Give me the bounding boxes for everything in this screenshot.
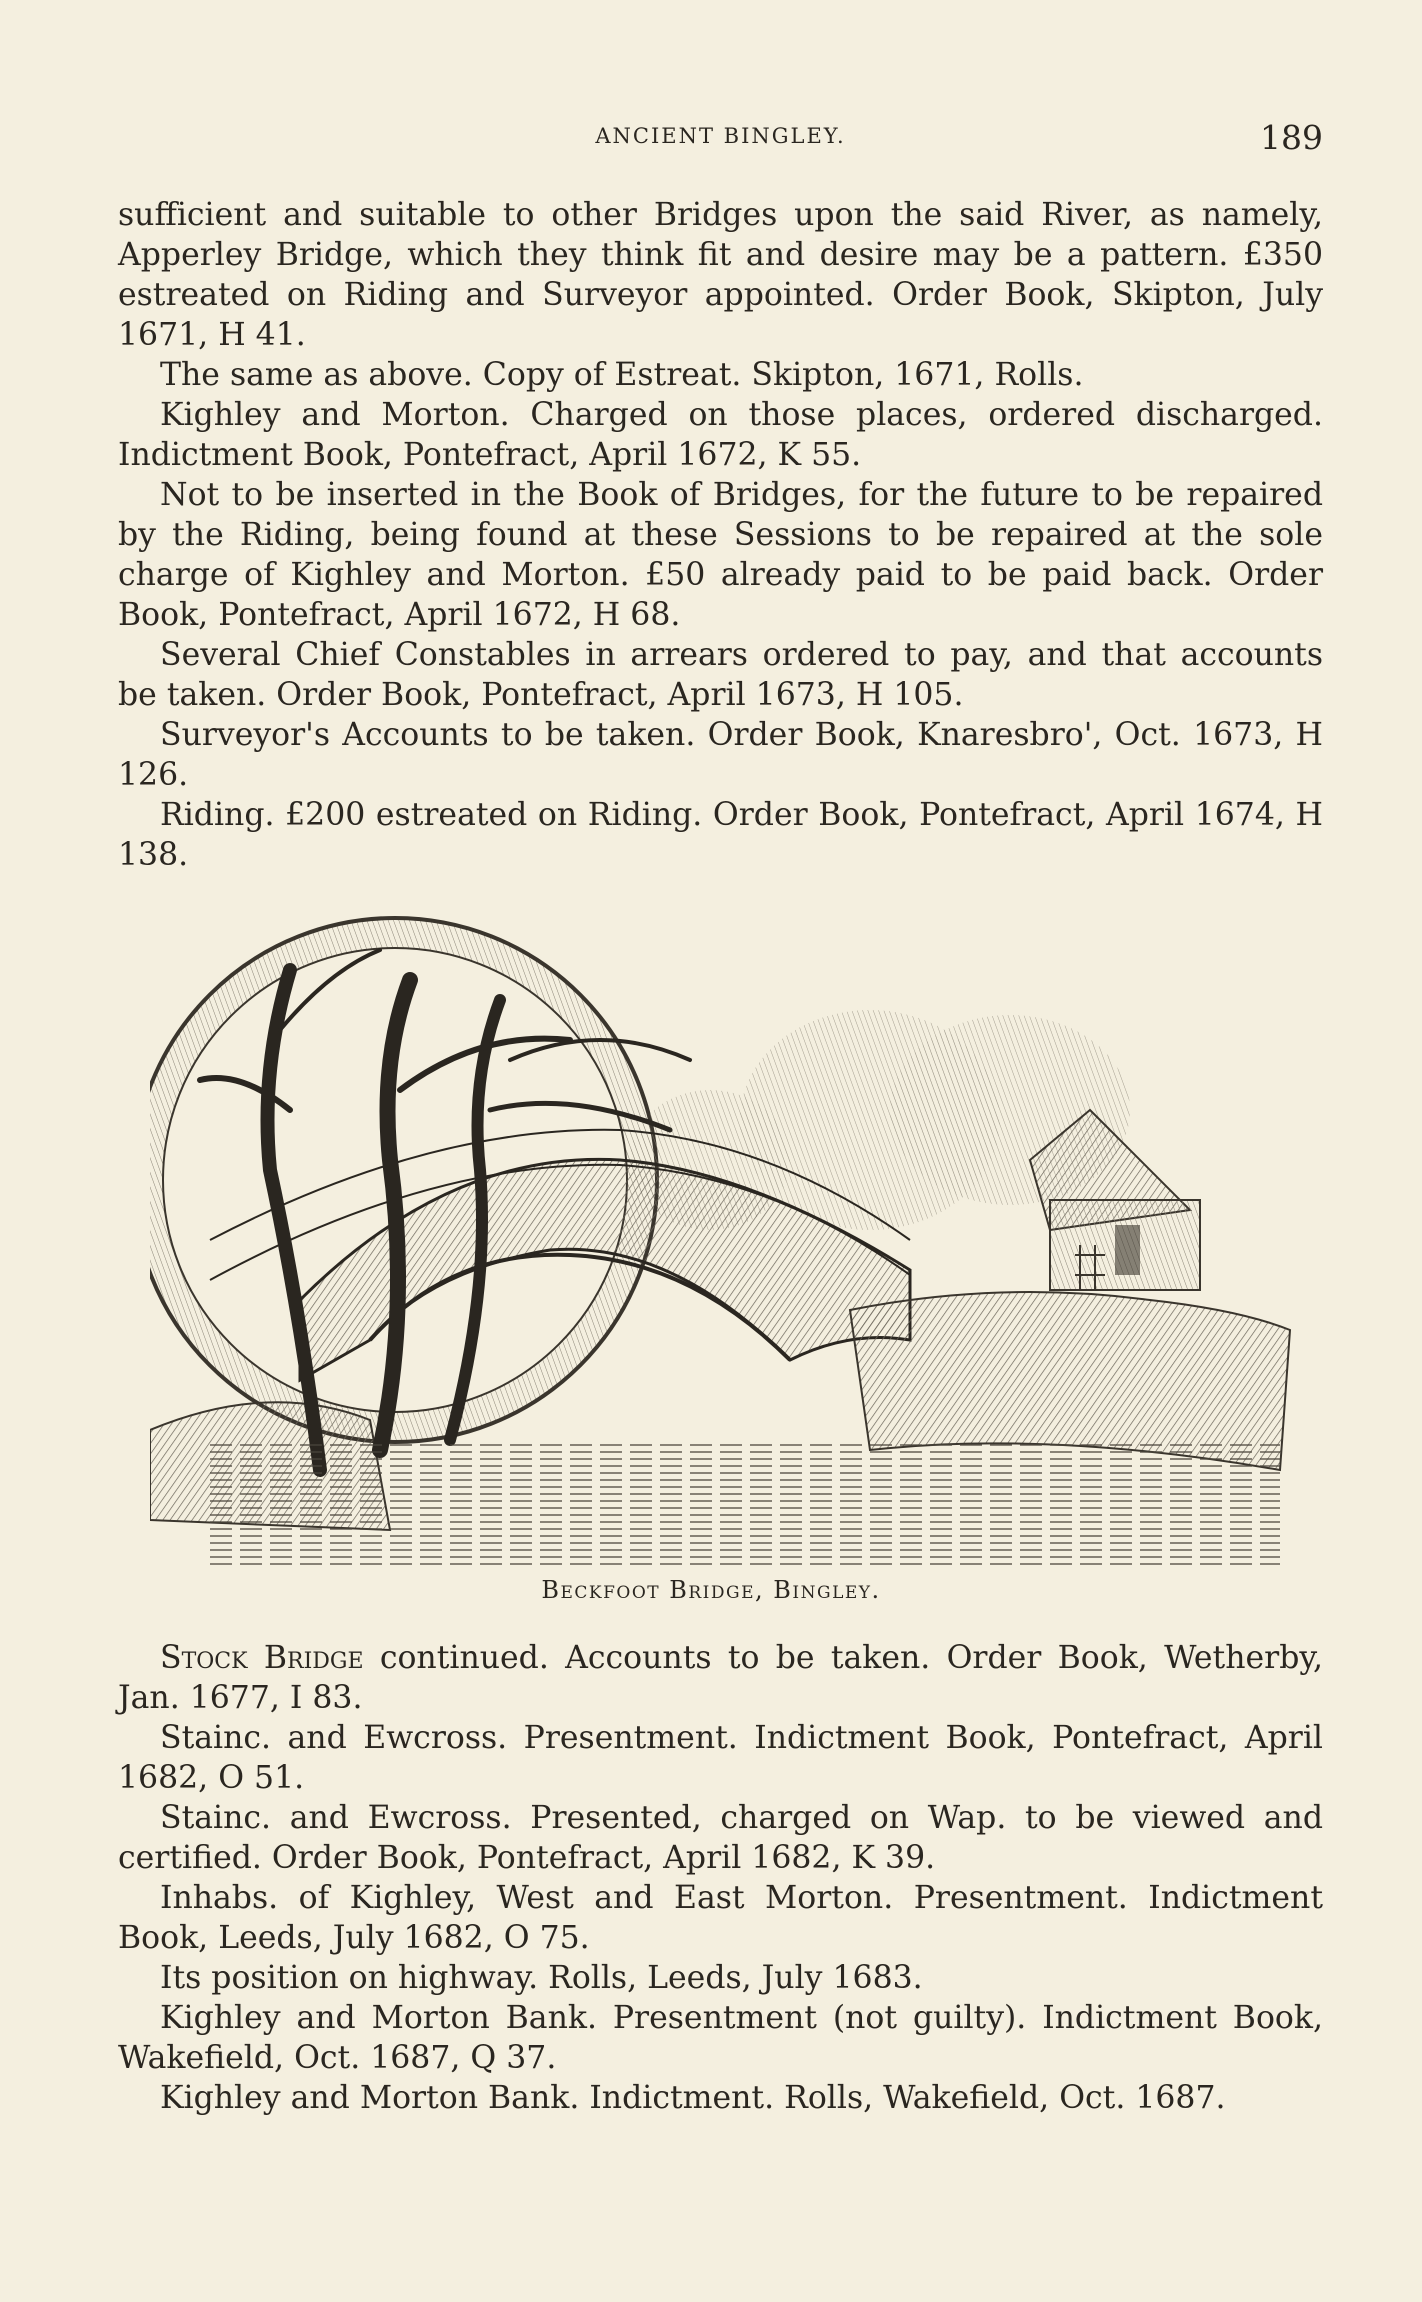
paragraph: Several Chief Constables in arrears ordered to pay, and that accounts be taken. Order Book, Pontefract, April 1673, H 105. xyxy=(118,637,1323,713)
illustration-caption: Beckfoot Bridge, Bingley. xyxy=(541,1576,881,1604)
paragraph: Riding. £200 estreated on Riding. Order Book, Pontefract, April 1674, H 138. xyxy=(118,797,1323,873)
paragraph: Inhabs. of Kighley, West and East Morton. Presentment. Indictment Book, Leeds, July 1682, O 75. xyxy=(118,1880,1323,1956)
paragraph: Not to be inserted in the Book of Bridges, for the future to be repaired by the Riding, being found at these Sessions to be repaired at the sole charge of Kighley and Morton. £50 already paid to be paid back. Order Book, Pontefract, April 1672, H 68. xyxy=(118,477,1323,633)
page-header xyxy=(118,118,1323,158)
paragraph-text: continued. Accounts to be taken. Order Book, Wetherby, Jan. 1677, I 83. xyxy=(118,1640,1323,1716)
top-text-block xyxy=(118,195,1323,875)
bottom-text-block xyxy=(118,1638,1323,2118)
river-water xyxy=(210,1440,1280,1570)
paragraph: The same as above. Copy of Estreat. Skipton, 1671, Rolls. xyxy=(160,357,1084,393)
paragraph: Stainc. and Ewcross. Presentment. Indictment Book, Pontefract, April 1682, O 51. xyxy=(118,1720,1323,1796)
page-number: 189 xyxy=(1260,118,1323,157)
paragraph: Kighley and Morton Bank. Presentment (not guilty). Indictment Book, Wakefield, Oct. 1687, Q 37. xyxy=(118,2000,1323,2076)
paragraph: Kighley and Morton. Charged on those places, ordered discharged. Indictment Book, Pontefract, April 1672, K 55. xyxy=(118,397,1323,473)
paragraph: sufficient and suitable to other Bridges upon the said River, as namely, Apperley Bridge, which they think fit and desire may be a pattern. £350 estreated on Riding and Surveyor appointed. Order Book, Skipton, July 1671, H 41. xyxy=(118,197,1323,353)
paragraph: Its position on highway. Rolls, Leeds, July 1683. xyxy=(160,1960,923,1996)
bridge-engraving xyxy=(150,910,1300,1580)
running-head: ANCIENT BINGLEY. xyxy=(595,124,846,148)
paragraph: Surveyor's Accounts to be taken. Order Book, Knaresbro', Oct. 1673, H 126. xyxy=(118,717,1323,793)
paragraph xyxy=(118,1638,1323,1718)
bridge-name: Stock Bridge xyxy=(160,1640,364,1676)
paragraph: Kighley and Morton Bank. Indictment. Rolls, Wakefield, Oct. 1687. xyxy=(160,2080,1226,2116)
paragraph: Stainc. and Ewcross. Presented, charged on Wap. to be viewed and certified. Order Book, Pontefract, April 1682, K 39. xyxy=(118,1800,1323,1876)
